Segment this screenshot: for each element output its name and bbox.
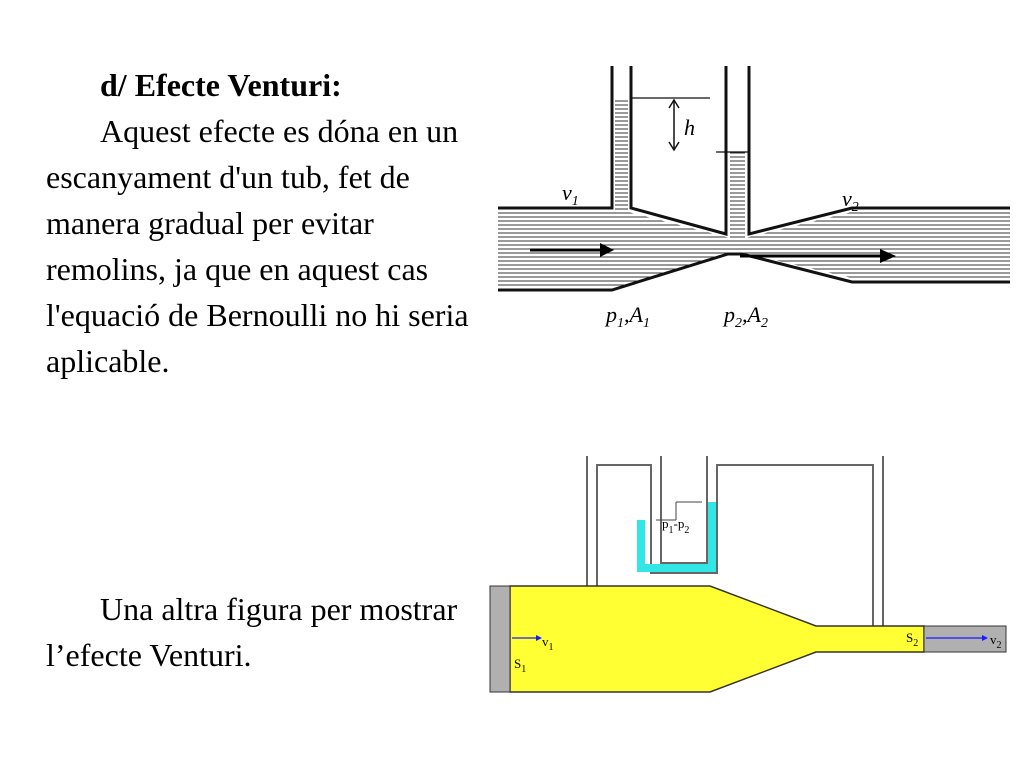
pipe-fluid — [510, 586, 924, 692]
label-v2: $v_2$ — [990, 632, 1002, 651]
venturi-manometer-diagram — [486, 456, 1010, 698]
label-v1: $v_1$ — [542, 634, 554, 653]
venturi-tube-diagram — [490, 60, 1016, 350]
label-v2: $v_2$ — [842, 186, 859, 215]
label-p1-a1: $p_1,A_1$ — [606, 302, 650, 331]
left-piston — [490, 586, 510, 692]
label-pressure-difference: $p_1-p_2$ — [662, 516, 690, 536]
label-h: h — [684, 115, 695, 140]
label-v1: $v_1$ — [562, 180, 579, 209]
label-p2-a2: $p_2,A_2$ — [724, 302, 768, 331]
second-figure-caption: Una altra figura per mostrar l’efecte Venturi. — [46, 591, 458, 673]
tube-fluid — [498, 98, 1010, 288]
height-difference-marker — [669, 100, 679, 150]
description-paragraph: Aquest efecte es dóna en un escanyament d'un tub, fet de manera gradual per evitar remolins, ja que en aquest cas l'equació de Bernoulli no hi seria aplicable. — [46, 113, 469, 379]
section-heading: d/ Efecte Venturi: — [100, 67, 342, 103]
label-s2: $S_2$ — [906, 630, 919, 649]
label-s1: $S_1$ — [514, 656, 527, 675]
text-column — [46, 62, 476, 384]
